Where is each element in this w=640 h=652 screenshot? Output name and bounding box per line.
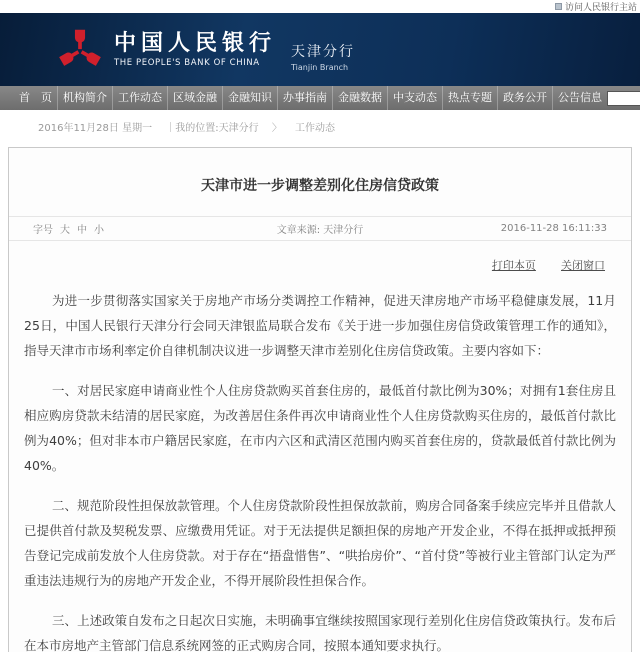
nav-item-finance-data[interactable]: 金融数据 bbox=[333, 86, 388, 110]
search-input[interactable] bbox=[607, 91, 640, 106]
nav-item-regional-finance[interactable]: 区域金融 bbox=[168, 86, 223, 110]
pboc-logo-icon bbox=[57, 24, 103, 76]
nav-item-finance-knowledge[interactable]: 金融知识 bbox=[223, 86, 278, 110]
breadcrumb-location: ｜我的位置:天津分行 bbox=[165, 123, 259, 134]
article-body bbox=[9, 273, 631, 652]
nav-item-gov-affairs[interactable]: 政务公开 bbox=[498, 86, 553, 110]
branch-name-en: Tianjin Branch bbox=[291, 62, 349, 72]
top-strip bbox=[0, 0, 640, 13]
article-paragraph: 一、对居民家庭申请商业性个人住房贷款购买首套住房的，最低首付款比例为30%；对拥有1套住房且相应购房贷款未结清的居民家庭，为改善居住条件再次申请商业性个人住房贷款购买住房的，最低首付款比例为40%；但对非本市户籍居民家庭，在市内六区和武清区范围内购买首套住房的，贷款最低首付款比例为40%。 bbox=[24, 383, 616, 473]
main-site-link-label: 访问人民银行主站 bbox=[564, 3, 637, 13]
bank-name-cn: 中国人民银行 bbox=[114, 30, 277, 57]
breadcrumb-date: 2016年11月28日 星期一 bbox=[38, 123, 153, 134]
article-meta bbox=[9, 216, 631, 241]
nav-item-work-news[interactable]: 工作动态 bbox=[113, 86, 168, 110]
site-header bbox=[0, 13, 640, 86]
nav-item-about[interactable]: 机构简介 bbox=[58, 86, 113, 110]
article-paragraph: 二、规范阶段性担保放款管理。个人住房贷款阶段性担保放款前，购房合同备案手续应完毕并且借款人已提供首付款及契税发票、应缴费用凭证。对于无法提供足额担保的房地产开发企业，不得在抵押或抵押预告登记完成前发放个人住房贷款。对于存在“捂盘惜售”、“哄抬房价”、“首付贷”等被行业主管部门认定为严重违法违规行为的房地产开发企业，不得开展阶段性担保合作。 bbox=[24, 498, 616, 588]
main-nav bbox=[0, 86, 640, 110]
external-site-icon bbox=[555, 3, 562, 10]
nav-item-service-guide[interactable]: 办事指南 bbox=[278, 86, 333, 110]
bank-name-block bbox=[114, 31, 276, 67]
article-source: 文章来源: 天津分行 bbox=[276, 225, 364, 236]
breadcrumb-current[interactable]: 工作动态 bbox=[295, 123, 336, 134]
font-size-large[interactable]: 大 bbox=[60, 225, 70, 236]
bank-name-en: THE PEOPLE'S BANK OF CHINA bbox=[114, 57, 260, 68]
nav-item-announcements[interactable]: 公告信息 bbox=[558, 91, 602, 104]
breadcrumb bbox=[0, 110, 640, 142]
branch-name-block bbox=[291, 41, 355, 72]
nav-items bbox=[14, 86, 607, 110]
font-size-medium[interactable]: 中 bbox=[77, 225, 87, 236]
main-site-link[interactable] bbox=[555, 0, 637, 13]
article-actions-top bbox=[9, 241, 631, 273]
font-size-controls bbox=[33, 221, 218, 236]
nav-item-home[interactable]: 首 页 bbox=[14, 86, 58, 110]
nav-item-hot-topics[interactable]: 热点专题 bbox=[443, 86, 498, 110]
font-size-small[interactable]: 小 bbox=[94, 225, 104, 236]
article-paragraph: 为进一步贯彻落实国家关于房地产市场分类调控工作精神，促进天津房地产市场平稳健康发展，11月25日，中国人民银行天津分行会同天津银监局联合发布《关于进一步加强住房信贷政策管理工作的通知》，指导天津市市场利率定价自律机制决议进一步调整天津市差别化住房信贷政策。主要内容如下： bbox=[24, 293, 616, 358]
nav-item-branch-news[interactable]: 中支动态 bbox=[388, 86, 443, 110]
print-page-link[interactable]: 打印本页 bbox=[491, 259, 536, 272]
close-window-link[interactable]: 关闭窗口 bbox=[561, 259, 605, 272]
article-title: 天津市进一步调整差别化住房信贷政策 bbox=[201, 178, 439, 194]
branch-name-cn: 天津分行 bbox=[291, 43, 356, 60]
article-datetime: 2016-11-28 16:11:33 bbox=[500, 223, 607, 234]
article-box bbox=[8, 147, 632, 652]
article-paragraph: 三、上述政策自发布之日起次日实施，未明确事宜继续按照国家现行差别化住房信贷政策执行。发布后在本市房地产主管部门信息系统网签的正式购房合同，按照本通知要求执行。 bbox=[24, 613, 616, 652]
breadcrumb-separator-icon: 〉 bbox=[271, 123, 282, 134]
font-size-label: 字号 bbox=[33, 225, 53, 236]
